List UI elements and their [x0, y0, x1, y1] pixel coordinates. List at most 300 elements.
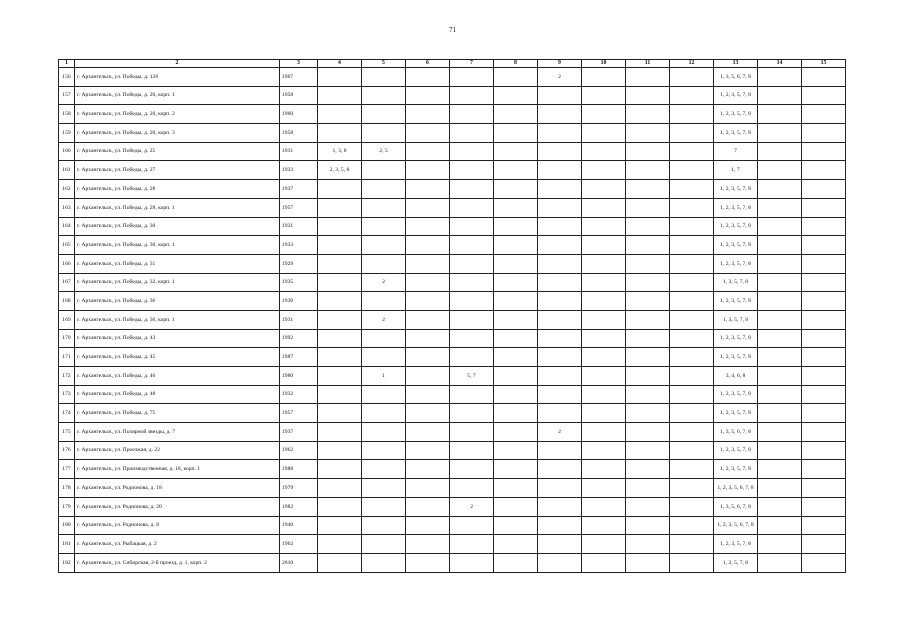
year-cell: 1967 — [280, 68, 318, 87]
column-6-cell — [406, 292, 450, 311]
column-14-cell — [758, 273, 802, 292]
column-14-cell — [758, 161, 802, 180]
column-14-cell — [758, 535, 802, 554]
address-cell: г. Архангельск, ул. Производственная, д. 18, корп. 1 — [75, 460, 280, 479]
row-number-cell: 163 — [59, 198, 75, 217]
column-7-cell — [450, 535, 494, 554]
table-row — [59, 460, 846, 479]
column-14-cell — [758, 310, 802, 329]
address-cell: г. Архангельск, ул. Победы, д. 126 — [75, 68, 280, 87]
column-9-cell — [538, 535, 582, 554]
column-8-cell — [494, 516, 538, 535]
header-row — [59, 60, 846, 68]
column-6-cell — [406, 404, 450, 423]
column-15-cell — [802, 217, 846, 236]
column-14-cell — [758, 292, 802, 311]
address-cell: г. Архангельск, ул. Победы, д. 20, корп. 3 — [75, 124, 280, 143]
column-11-cell — [626, 161, 670, 180]
column-10-cell — [582, 367, 626, 386]
year-cell: 1962 — [280, 535, 318, 554]
column-4-cell — [318, 460, 362, 479]
column-14-cell — [758, 142, 802, 161]
table-row — [59, 273, 846, 292]
year-cell: 1957 — [280, 404, 318, 423]
column-12-cell — [670, 124, 714, 143]
building-table — [58, 59, 846, 573]
year-cell: 1958 — [280, 86, 318, 105]
column-7-cell — [450, 254, 494, 273]
column-12-cell — [670, 86, 714, 105]
column-4-cell — [318, 273, 362, 292]
column-13-cell: 1, 2, 3, 5, 7, 8 — [714, 105, 758, 124]
year-cell: 1960 — [280, 105, 318, 124]
column-7-cell — [450, 86, 494, 105]
column-9-cell — [538, 497, 582, 516]
column-10-cell — [582, 161, 626, 180]
column-12-cell — [670, 553, 714, 572]
table-body — [59, 68, 846, 573]
column-12-cell — [670, 385, 714, 404]
column-5-cell — [362, 441, 406, 460]
column-9-cell — [538, 236, 582, 255]
table-row — [59, 124, 846, 143]
year-cell: 1982 — [280, 497, 318, 516]
column-10-cell — [582, 254, 626, 273]
column-10-cell — [582, 217, 626, 236]
row-number-cell: 160 — [59, 142, 75, 161]
column-6-cell — [406, 86, 450, 105]
column-7-cell — [450, 460, 494, 479]
column-6-cell — [406, 348, 450, 367]
column-13-cell: 1, 2, 3, 5, 7, 8 — [714, 535, 758, 554]
column-11-cell — [626, 292, 670, 311]
column-8-cell — [494, 292, 538, 311]
page-number: 71 — [449, 26, 456, 34]
column-5-cell — [362, 254, 406, 273]
column-5-cell — [362, 385, 406, 404]
column-12-cell — [670, 535, 714, 554]
column-8-cell — [494, 86, 538, 105]
column-12-cell — [670, 310, 714, 329]
column-9-cell — [538, 553, 582, 572]
column-8-cell — [494, 217, 538, 236]
column-10-cell — [582, 198, 626, 217]
table-row — [59, 479, 846, 498]
column-8-cell — [494, 198, 538, 217]
column-4-cell — [318, 124, 362, 143]
column-5-cell — [362, 535, 406, 554]
year-cell: 1932 — [280, 385, 318, 404]
column-12-cell — [670, 460, 714, 479]
column-15-cell — [802, 329, 846, 348]
column-15-cell — [802, 254, 846, 273]
year-cell: 1929 — [280, 254, 318, 273]
column-12-cell — [670, 198, 714, 217]
year-cell: 2010 — [280, 553, 318, 572]
column-13-cell: 1, 2, 3, 5, 7, 8 — [714, 292, 758, 311]
column-6-cell — [406, 254, 450, 273]
column-15-cell — [802, 441, 846, 460]
column-7-cell — [450, 348, 494, 367]
column-15-cell — [802, 310, 846, 329]
row-number-cell: 170 — [59, 329, 75, 348]
column-6-cell — [406, 142, 450, 161]
address-cell: г. Архангельск, ул. Победы, д. 45 — [75, 348, 280, 367]
address-cell: г. Архангельск, ул. Победы, д. 20, корп. 1 — [75, 86, 280, 105]
column-10-cell — [582, 86, 626, 105]
column-4-cell — [318, 310, 362, 329]
column-13-cell: 1, 3, 5, 6, 7, 8 — [714, 68, 758, 87]
column-11-cell — [626, 497, 670, 516]
column-14-cell — [758, 367, 802, 386]
column-header-3: 3 — [280, 60, 318, 68]
table-row — [59, 348, 846, 367]
column-6-cell — [406, 124, 450, 143]
address-cell: г. Архангельск, ул. Победы, д. 28, корп. 1 — [75, 198, 280, 217]
address-cell: г. Архангельск, ул. Родионова, д. 20 — [75, 497, 280, 516]
column-8-cell — [494, 273, 538, 292]
column-13-cell: 1, 2, 3, 5, 7, 8 — [714, 348, 758, 367]
column-9-cell — [538, 441, 582, 460]
row-number-cell: 168 — [59, 292, 75, 311]
column-8-cell — [494, 367, 538, 386]
column-7-cell — [450, 479, 494, 498]
column-6-cell — [406, 460, 450, 479]
column-15-cell — [802, 535, 846, 554]
column-11-cell — [626, 198, 670, 217]
address-cell: г. Архангельск, ул. Победы, д. 36, корп. 1 — [75, 310, 280, 329]
column-10-cell — [582, 142, 626, 161]
column-14-cell — [758, 460, 802, 479]
column-14-cell — [758, 404, 802, 423]
column-header-13: 13 — [714, 60, 758, 68]
column-10-cell — [582, 441, 626, 460]
column-15-cell — [802, 348, 846, 367]
column-7-cell — [450, 161, 494, 180]
column-14-cell — [758, 254, 802, 273]
address-cell: г. Архангельск, ул. Победы, д. 48 — [75, 385, 280, 404]
column-11-cell — [626, 310, 670, 329]
column-13-cell: 1, 2, 3, 5, 7, 8 — [714, 217, 758, 236]
column-6-cell — [406, 180, 450, 199]
column-13-cell: 1, 3, 5, 7, 8 — [714, 310, 758, 329]
column-7-cell — [450, 329, 494, 348]
column-7-cell — [450, 180, 494, 199]
year-cell: 1987 — [280, 348, 318, 367]
column-13-cell: 1, 7 — [714, 161, 758, 180]
year-cell: 1930 — [280, 292, 318, 311]
column-6-cell — [406, 310, 450, 329]
column-header-1: 1 — [59, 60, 75, 68]
column-10-cell — [582, 310, 626, 329]
column-7-cell — [450, 142, 494, 161]
column-11-cell — [626, 460, 670, 479]
column-8-cell — [494, 535, 538, 554]
column-5-cell — [362, 553, 406, 572]
column-5-cell — [362, 329, 406, 348]
column-14-cell — [758, 479, 802, 498]
column-9-cell — [538, 180, 582, 199]
column-4-cell — [318, 367, 362, 386]
column-15-cell — [802, 68, 846, 87]
row-number-cell: 175 — [59, 423, 75, 442]
column-11-cell — [626, 68, 670, 87]
column-7-cell — [450, 516, 494, 535]
column-10-cell — [582, 385, 626, 404]
column-14-cell — [758, 86, 802, 105]
column-header-7: 7 — [450, 60, 494, 68]
column-6-cell — [406, 198, 450, 217]
column-4-cell — [318, 479, 362, 498]
address-cell: г. Архангельск, ул. Проезжая, д. 22 — [75, 441, 280, 460]
column-12-cell — [670, 404, 714, 423]
column-11-cell — [626, 217, 670, 236]
year-cell: 1935 — [280, 273, 318, 292]
column-5-cell — [362, 460, 406, 479]
column-6-cell — [406, 441, 450, 460]
column-6-cell — [406, 105, 450, 124]
column-15-cell — [802, 142, 846, 161]
column-11-cell — [626, 142, 670, 161]
column-8-cell — [494, 497, 538, 516]
address-cell: г. Архангельск, ул. Победы, д. 31 — [75, 254, 280, 273]
column-12-cell — [670, 423, 714, 442]
column-5-cell — [362, 423, 406, 442]
address-cell: г. Архангельск, ул. Победы, д. 30, корп. 1 — [75, 236, 280, 255]
column-14-cell — [758, 68, 802, 87]
column-8-cell — [494, 441, 538, 460]
year-cell: 1937 — [280, 423, 318, 442]
column-8-cell — [494, 142, 538, 161]
row-number-cell: 164 — [59, 217, 75, 236]
column-8-cell — [494, 479, 538, 498]
address-cell: г. Архангельск, ул. Родионова, д. 8 — [75, 516, 280, 535]
row-number-cell: 180 — [59, 516, 75, 535]
column-11-cell — [626, 180, 670, 199]
column-9-cell — [538, 142, 582, 161]
column-10-cell — [582, 105, 626, 124]
table-row — [59, 292, 846, 311]
column-4-cell — [318, 329, 362, 348]
column-6-cell — [406, 236, 450, 255]
column-12-cell — [670, 142, 714, 161]
column-15-cell — [802, 460, 846, 479]
column-12-cell — [670, 161, 714, 180]
column-10-cell — [582, 516, 626, 535]
column-4-cell — [318, 404, 362, 423]
column-9-cell — [538, 161, 582, 180]
column-15-cell — [802, 385, 846, 404]
column-15-cell — [802, 198, 846, 217]
column-6-cell — [406, 217, 450, 236]
column-4-cell — [318, 180, 362, 199]
table-row — [59, 310, 846, 329]
year-cell: 1958 — [280, 124, 318, 143]
column-4-cell — [318, 236, 362, 255]
row-number-cell: 181 — [59, 535, 75, 554]
column-4-cell — [318, 516, 362, 535]
column-10-cell — [582, 273, 626, 292]
column-10-cell — [582, 553, 626, 572]
column-12-cell — [670, 273, 714, 292]
column-9-cell — [538, 479, 582, 498]
column-9-cell — [538, 86, 582, 105]
column-13-cell: 1, 2, 3, 5, 7, 8 — [714, 460, 758, 479]
column-13-cell: 1, 2, 3, 5, 6, 7, 8 — [714, 516, 758, 535]
column-10-cell — [582, 423, 626, 442]
column-15-cell — [802, 236, 846, 255]
column-header-12: 12 — [670, 60, 714, 68]
column-4-cell — [318, 68, 362, 87]
table-row — [59, 385, 846, 404]
column-8-cell — [494, 254, 538, 273]
year-cell: 1992 — [280, 329, 318, 348]
column-13-cell: 1, 2, 3, 5, 7, 8 — [714, 441, 758, 460]
column-13-cell: 1, 3, 5, 7, 8 — [714, 273, 758, 292]
column-13-cell: 7 — [714, 142, 758, 161]
column-12-cell — [670, 497, 714, 516]
address-cell: г. Архангельск, ул. Рыбацкая, д. 2 — [75, 535, 280, 554]
column-15-cell — [802, 292, 846, 311]
address-cell: г. Архангельск, ул. Победы, д. 36 — [75, 292, 280, 311]
column-header-5: 5 — [362, 60, 406, 68]
column-5-cell — [362, 348, 406, 367]
column-5-cell — [362, 236, 406, 255]
column-12-cell — [670, 479, 714, 498]
row-number-cell: 156 — [59, 68, 75, 87]
year-cell: 1957 — [280, 198, 318, 217]
table-row — [59, 68, 846, 87]
column-12-cell — [670, 105, 714, 124]
column-9-cell — [538, 329, 582, 348]
column-header-6: 6 — [406, 60, 450, 68]
column-header-11: 11 — [626, 60, 670, 68]
column-6-cell — [406, 161, 450, 180]
column-13-cell: 1, 2, 3, 5, 7, 8 — [714, 404, 758, 423]
column-10-cell — [582, 404, 626, 423]
column-8-cell — [494, 423, 538, 442]
column-header-2: 2 — [75, 60, 280, 68]
row-number-cell: 177 — [59, 460, 75, 479]
table-row — [59, 553, 846, 572]
column-7-cell — [450, 385, 494, 404]
column-5-cell — [362, 479, 406, 498]
column-14-cell — [758, 348, 802, 367]
column-13-cell: 1, 2, 3, 5, 7, 8 — [714, 198, 758, 217]
address-cell: г. Архангельск, ул. Победы, д. 28 — [75, 180, 280, 199]
column-12-cell — [670, 348, 714, 367]
column-5-cell — [362, 217, 406, 236]
column-7-cell — [450, 310, 494, 329]
column-14-cell — [758, 124, 802, 143]
column-13-cell: 1, 2, 3, 5, 7, 8 — [714, 254, 758, 273]
column-4-cell — [318, 423, 362, 442]
column-7-cell — [450, 124, 494, 143]
column-7-cell — [450, 553, 494, 572]
column-10-cell — [582, 535, 626, 554]
column-10-cell — [582, 68, 626, 87]
column-4-cell: 1, 3, 8 — [318, 142, 362, 161]
column-8-cell — [494, 161, 538, 180]
column-15-cell — [802, 516, 846, 535]
table-row — [59, 180, 846, 199]
column-7-cell — [450, 423, 494, 442]
column-9-cell: 2 — [538, 68, 582, 87]
column-15-cell — [802, 404, 846, 423]
column-5-cell — [362, 86, 406, 105]
column-14-cell — [758, 553, 802, 572]
row-number-cell: 157 — [59, 86, 75, 105]
column-14-cell — [758, 441, 802, 460]
column-4-cell — [318, 385, 362, 404]
table-row — [59, 105, 846, 124]
year-cell: 1940 — [280, 516, 318, 535]
column-14-cell — [758, 217, 802, 236]
column-8-cell — [494, 348, 538, 367]
address-cell: г. Архангельск, ул. Победы, д. 30 — [75, 217, 280, 236]
year-cell: 1962 — [280, 441, 318, 460]
address-cell: г. Архангельск, ул. Победы, д. 25 — [75, 142, 280, 161]
table-row — [59, 217, 846, 236]
column-header-9: 9 — [538, 60, 582, 68]
column-13-cell: 1, 2, 3, 5, 7, 8 — [714, 124, 758, 143]
column-11-cell — [626, 236, 670, 255]
column-12-cell — [670, 254, 714, 273]
year-cell: 1933 — [280, 161, 318, 180]
column-11-cell — [626, 124, 670, 143]
column-15-cell — [802, 367, 846, 386]
address-cell: г. Архангельск, ул. Победы, д. 32, корп. 1 — [75, 273, 280, 292]
column-8-cell — [494, 236, 538, 255]
column-11-cell — [626, 441, 670, 460]
column-8-cell — [494, 68, 538, 87]
column-6-cell — [406, 367, 450, 386]
column-header-10: 10 — [582, 60, 626, 68]
column-15-cell — [802, 180, 846, 199]
column-9-cell — [538, 273, 582, 292]
address-cell: г. Архангельск, ул. Родионова, д. 18 — [75, 479, 280, 498]
column-4-cell — [318, 441, 362, 460]
column-15-cell — [802, 273, 846, 292]
column-5-cell — [362, 161, 406, 180]
column-4-cell: 2, 3, 5, 8 — [318, 161, 362, 180]
column-5-cell: 2, 5 — [362, 142, 406, 161]
column-11-cell — [626, 423, 670, 442]
column-9-cell — [538, 404, 582, 423]
column-14-cell — [758, 516, 802, 535]
column-4-cell — [318, 217, 362, 236]
address-cell: г. Архангельск, ул. Победы, д. 75 — [75, 404, 280, 423]
column-10-cell — [582, 348, 626, 367]
table-row — [59, 254, 846, 273]
column-header-14: 14 — [758, 60, 802, 68]
column-8-cell — [494, 404, 538, 423]
column-7-cell: 2 — [450, 497, 494, 516]
column-5-cell — [362, 404, 406, 423]
column-15-cell — [802, 161, 846, 180]
column-14-cell — [758, 497, 802, 516]
column-13-cell: 1, 2, 3, 5, 7, 8 — [714, 329, 758, 348]
column-8-cell — [494, 124, 538, 143]
column-6-cell — [406, 385, 450, 404]
column-11-cell — [626, 254, 670, 273]
column-15-cell — [802, 479, 846, 498]
year-cell: 1931 — [280, 310, 318, 329]
column-8-cell — [494, 329, 538, 348]
column-11-cell — [626, 385, 670, 404]
column-8-cell — [494, 385, 538, 404]
row-number-cell: 167 — [59, 273, 75, 292]
